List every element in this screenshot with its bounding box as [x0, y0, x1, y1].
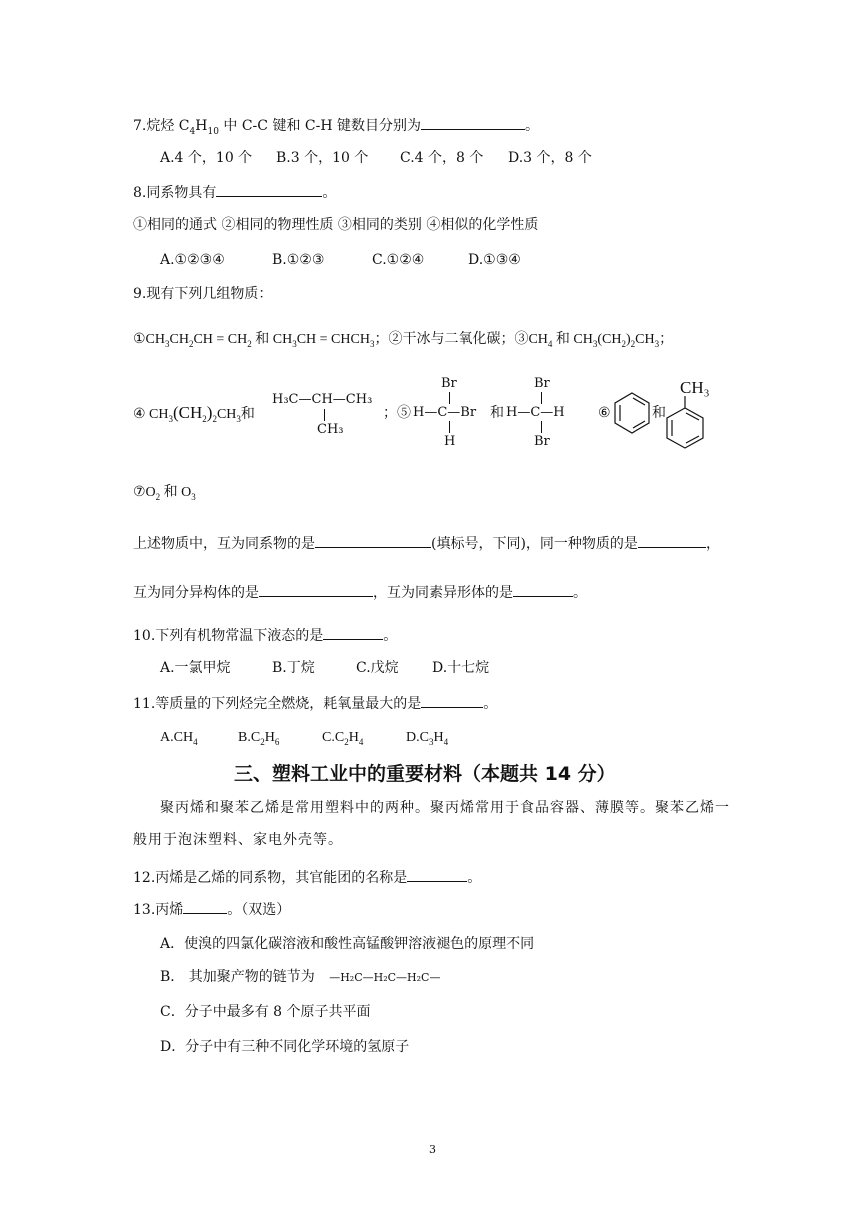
q10-answer-blank[interactable] — [323, 625, 383, 640]
q10-option-d: D.十七烷 — [432, 660, 490, 676]
q10-option-c: C.戊烷 — [356, 660, 399, 676]
benzene-ring-icon — [612, 390, 652, 436]
q7-option-d: D.3 个，8 个 — [508, 150, 592, 166]
q10-option-b: B.丁烷 — [272, 660, 315, 676]
q9-stem: 9.现有下列几组物质： — [133, 286, 273, 302]
q7-stem: 7.烷烃 $C_4H_{10}$ 中 C-C 键和 C-H 键数目分别为 。 — [133, 115, 539, 142]
ch2br2-a-middle: H—C—Br — [413, 405, 477, 420]
q8-option-d: D.①③④ — [468, 252, 521, 268]
isobutane-structure-top: H₃C—CH—CH₃ — [272, 392, 373, 407]
q7-option-a: A.4 个，10 个 — [160, 150, 253, 166]
q9-line1: $①CH_3CH_2CH = CH_2$ 和 $CH_3CH$ = $CHCH_3$；②干冰与二氧化碳；$③CH_4$ 和 $CH_3(CH_2)_2CH_3$； — [133, 332, 674, 349]
q9-line2-semi: ；⑤ — [383, 405, 411, 421]
q13-option-d: D．分子中有三种不同化学环境的氢原子 — [160, 1039, 410, 1055]
q9-question-2: 互为同分异构体的是 ，互为同素异形体的是 。 — [133, 582, 587, 603]
q13-option-c: C．分子中最多有 8 个原子共平面 — [160, 1004, 371, 1020]
q7-option-c: C.4 个，8 个 — [400, 150, 484, 166]
q10-stem: 10.下列有机物常温下液态的是 。 — [133, 625, 397, 646]
q7-options — [160, 148, 592, 168]
q9-allotrope-blank[interactable] — [513, 582, 573, 597]
ch2br2-b-middle: H—C—H — [506, 405, 565, 420]
toluene-methyl-label: CH₃ — [680, 378, 710, 397]
q13-answer-blank[interactable] — [183, 899, 227, 914]
toluene-ring-icon — [664, 394, 710, 454]
q8-options — [160, 250, 521, 270]
q9-line2-he3: 和 — [652, 405, 666, 421]
q11-option-b: $B.C_2H_6$ — [238, 730, 280, 747]
q9-line2-he2: 和 — [490, 405, 504, 421]
q8-stem: 8.同系物具有 。 — [133, 182, 336, 203]
q8-option-a: A.①②③④ — [160, 252, 225, 268]
q10-option-a: A.一氯甲烷 — [160, 660, 231, 676]
ch2br2-b-bottom: Br — [534, 434, 550, 449]
q9-isomer-blank[interactable] — [259, 582, 373, 597]
q13-stem: 13.丙烯 。（双选） — [133, 899, 290, 920]
ch2br2-a-bottom: H — [444, 434, 456, 449]
q9-same-substance-blank[interactable] — [638, 533, 706, 548]
ch2br2-b-top: Br — [534, 376, 550, 391]
q8-answer-blank[interactable] — [216, 182, 322, 197]
q11-option-d: $D.C_3H_4$ — [406, 730, 449, 747]
section-3-title: 三、塑料工业中的重要材料（本题共 14 分） — [234, 763, 616, 785]
ch2br2-a-top: Br — [441, 376, 457, 391]
q7-option-b: B.3 个，10 个 — [276, 150, 369, 166]
q12-answer-blank[interactable] — [407, 867, 467, 882]
q9-homolog-blank[interactable] — [315, 533, 431, 548]
page-number: 3 — [429, 1143, 436, 1156]
isobutane-structure-bottom: CH₃ — [317, 422, 344, 437]
q12-stem: 12.丙烯是乙烯的同系物，其官能团的名称是 。 — [133, 867, 481, 888]
q11-option-c: $C.C_2H_4$ — [322, 730, 364, 747]
q11-options — [160, 728, 448, 752]
q11-stem: 11.等质量的下列烃完全燃烧，耗氧量最大的是 。 — [133, 693, 497, 714]
q8-items: ①相同的通式 ②相同的物理性质 ③相同的类别 ④相似的化学性质 — [133, 217, 539, 233]
q10-options — [160, 658, 489, 678]
q8-option-b: B.①②③ — [272, 252, 325, 268]
q11-option-a: $A.CH_4$ — [160, 730, 198, 747]
q9-line2-six: ⑥ — [598, 405, 611, 421]
q7-answer-blank[interactable] — [421, 115, 525, 130]
q9-question-1: 上述物质中，互为同系物的是 (填标号，下同)，同一种物质的是 ， — [133, 533, 720, 554]
q13-option-b-formula: —H₂C—H₂C—H₂C— — [329, 971, 441, 984]
section-3-intro-line2: 般用于泡沫塑料、家电外壳等。 — [133, 832, 343, 848]
q13-option-b: B． 其加聚产物的链节为 —H₂C—H₂C—H₂C— — [160, 969, 441, 985]
q9-line3: $⑦O_2$ 和 $O_3$ — [133, 485, 196, 502]
section-3-intro-line1: 聚丙烯和聚苯乙烯是常用塑料中的两种。聚丙烯常用于食品容器、薄膜等。聚苯乙烯一 — [160, 800, 730, 816]
q11-answer-blank[interactable] — [421, 693, 483, 708]
q9-line2-lead: ④ $CH_3(CH_2)_2CH_3$和 — [133, 403, 255, 424]
q13-option-a: A．使溴的四氯化碳溶液和酸性高锰酸钾溶液褪色的原理不同 — [160, 936, 535, 952]
q8-option-c: C.①②④ — [372, 252, 425, 268]
